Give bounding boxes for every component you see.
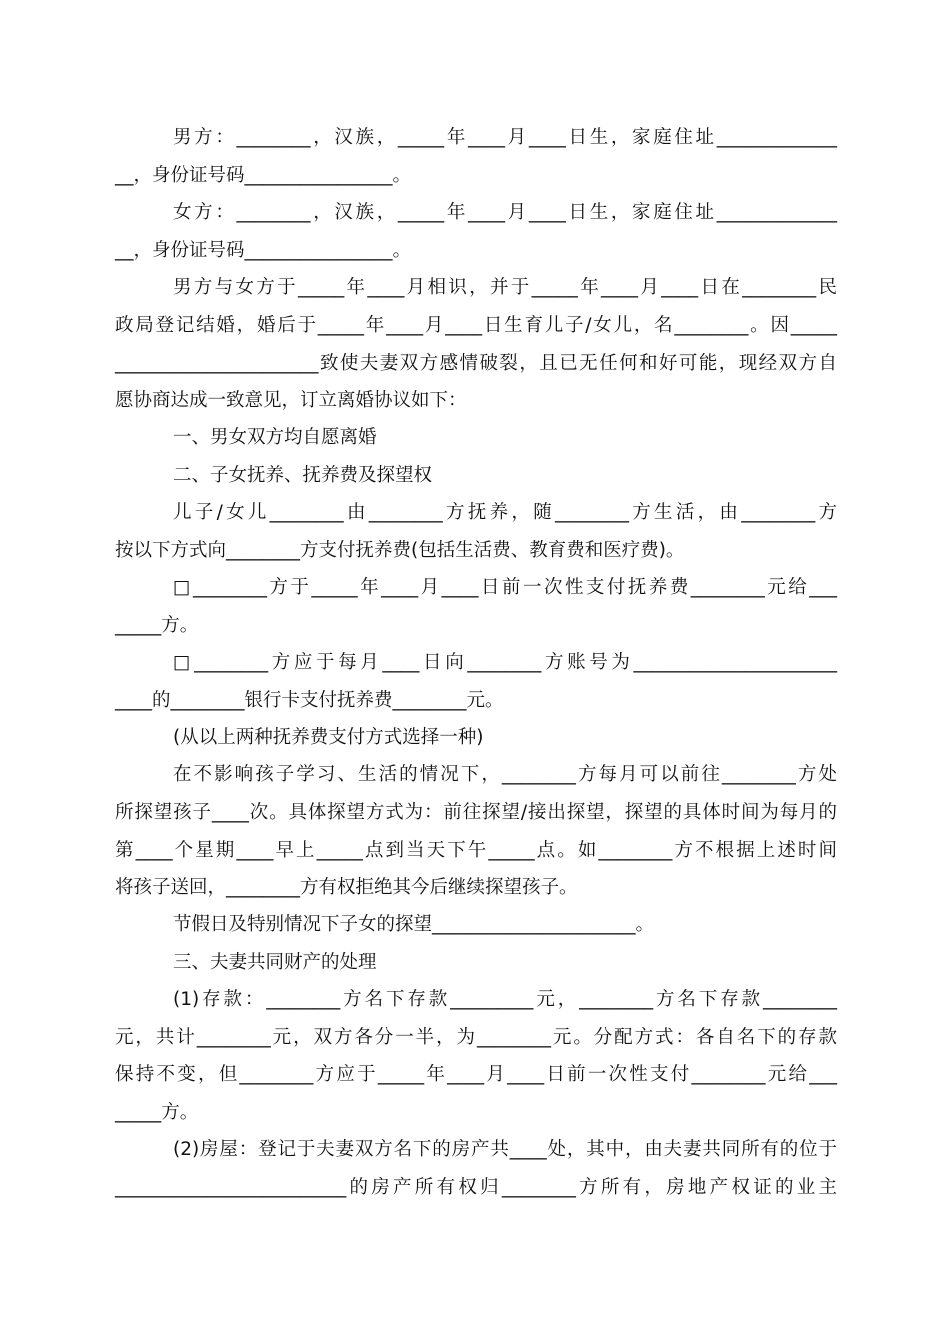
deposit-line: (1)存款：________方名下存款_________元，________方名下存款________ [173,989,837,1010]
payment-option-2: □________方应于每月____日向________方账号为______________________ [173,652,837,673]
deposit-line: _____方。 [115,1102,199,1123]
section-heading-2: 二、子女抚养、抚养费及探望权 [173,465,433,486]
female-party-line: 女方：________，汉族，_____年____月____日生，家庭住址_____________ [173,202,837,223]
payment-option-1-cont: _____方。 [115,615,199,636]
marriage-paragraph-line: 政局登记结婚，婚后于_____年____月____日生育儿子/女儿，名________。因_____ [115,315,837,336]
payment-option-1: □________方于_____年____月____日前一次性支付抚养费________元给___ [173,577,837,598]
male-party-line: 男方：________，汉族，_____年____月____日生，家庭住址_____________ [173,127,837,148]
custody-line: 儿子/女儿________由________方抚养，随________方生活，由________方 [173,502,837,523]
marriage-paragraph-line: 愿协商达成一致意见，订立离婚协议如下： [115,390,467,411]
marriage-paragraph-line: 男方与女方于_____年____月相识，并于_____年____月____日在________民 [173,277,837,298]
visitation-line: 将孩子送回，________方有权拒绝其今后继续探望孩子。 [115,877,578,898]
deposit-line: 元，共计________元，双方各分一半，为________元。分配方式：各自名下的存款 [115,1027,837,1048]
female-id-line: __，身份证号码________________。 [115,240,412,261]
visitation-line: 第____个星期____早上_____点到当天下午_____点。如________方不根据上述时间 [115,840,837,861]
house-line: _________________________的房产所有权归________方所有，房地产权证的业主 [115,1177,837,1198]
section-heading-1: 一、男女双方均自愿离婚 [173,427,377,448]
section-heading-3: 三、夫妻共同财产的处理 [173,952,377,973]
payment-option-2-cont: ____的________银行卡支付抚养费________元。 [115,690,504,711]
deposit-line: 保持不变，但________方应于_____年____月____日前一次性支付________元给___ [115,1064,837,1085]
marriage-paragraph-line: ______________________致使夫妻双方感情破裂，且已无任何和好可能，现经双方自 [115,353,837,374]
house-line: (2)房屋：登记于夫妻双方名下的房产共____处，其中，由夫妻共同所有的位于 [173,1139,837,1160]
custody-line: 按以下方式向________方支付抚养费(包括生活费、教育费和医疗费)。 [115,540,685,561]
holiday-visitation-line: 节假日及特别情况下子女的探望______________________。 [173,914,655,935]
visitation-line: 所探望孩子____次。具体探望方式为：前往探望/接出探望，探望的具体时间为每月的 [115,802,837,823]
male-id-line: __，身份证号码________________。 [115,165,412,186]
visitation-line: 在不影响孩子学习、生活的情况下，________方每月可以前往________方处 [173,764,837,785]
payment-note: (从以上两种抚养费支付方式选择一种) [173,727,484,748]
